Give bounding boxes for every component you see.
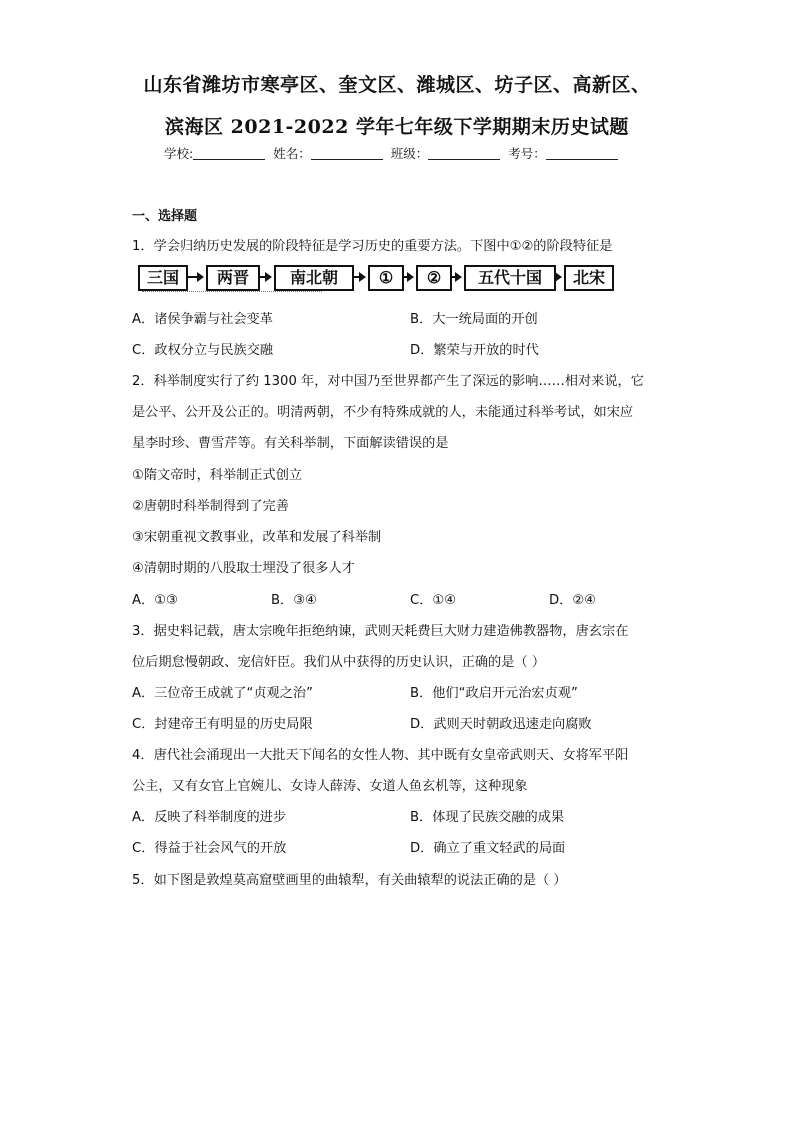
name-label: 姓名： — [273, 146, 311, 161]
q1-stem: 1．学会归纳历史发展的阶段特征是学习历史的重要方法。下图中①②的阶段特征是 — [132, 239, 613, 254]
exam-number-label: 考号： — [508, 146, 546, 161]
school-blank[interactable] — [193, 146, 265, 160]
q2-stem-line1: 2．科举制度实行了约 1300 年，对中国乃至世界都产生了深远的影响……相对来说，它 — [132, 374, 644, 389]
exam-title-line1: 山东省潍坊市寒亭区、奎文区、潍城区、坊子区、高新区、 — [143, 74, 651, 96]
q1-option-a[interactable]: A．诸侯争霸与社会变革 — [132, 312, 273, 327]
timeline-box-blank-1: ① — [368, 265, 404, 291]
q2-option-c[interactable]: C．①④ — [410, 593, 457, 608]
q5-stem: 5．如下图是敦煌莫高窟壁画里的曲辕犁，有关曲辕犁的说法正确的是（ ） — [132, 873, 567, 888]
q1-timeline-diagram — [138, 263, 618, 295]
timeline-arrow — [260, 276, 270, 278]
q4-option-b[interactable]: B．体现了民族交融的成果 — [410, 810, 565, 825]
q2-item-3: ③宋朝重视文教事业，改革和发展了科举制 — [132, 530, 382, 545]
q3-stem-line1: 3．据史料记载，唐太宗晚年拒绝纳谏，武则天耗费巨大财力建造佛教器物，唐玄宗在 — [132, 624, 629, 639]
q4-stem-line1: 4．唐代社会涌现出一大批天下闻名的女性人物、其中既有女皇帝武则天、女将军平阳 — [132, 748, 629, 763]
q1-option-d[interactable]: D．繁荣与开放的时代 — [410, 343, 539, 358]
exam-title-line2: 滨海区 2021-2022 学年七年级下学期期末历史试题 — [165, 116, 629, 138]
q3-option-b[interactable]: B．他们“政启开元治宏贞观” — [410, 686, 578, 701]
name-blank[interactable] — [311, 146, 383, 160]
q4-option-d[interactable]: D．确立了重文轻武的局面 — [410, 841, 566, 856]
exam-number-blank[interactable] — [546, 146, 618, 160]
school-label: 学校: — [164, 146, 194, 161]
timeline-box-2: 两晋 — [206, 265, 260, 291]
timeline-box-3: 南北朝 — [274, 265, 354, 291]
timeline-box-1: 三国 — [138, 265, 188, 291]
timeline-box-6: 五代十国 — [464, 265, 556, 291]
q4-stem-line2: 公主，又有女官上官婉儿、女诗人薛涛、女道人鱼玄机等，这种现象 — [132, 779, 528, 794]
q1-option-c[interactable]: C．政权分立与民族交融 — [132, 343, 274, 358]
q2-option-a[interactable]: A．①③ — [132, 593, 178, 608]
timeline-arrow — [404, 276, 412, 278]
q2-stem-line2: 是公平、公开及公正的。明清两朝，不少有特殊成就的人，未能通过科举考试，如宋应 — [132, 405, 634, 420]
q2-item-4: ④清朝时期的八股取士埋没了很多人才 — [132, 561, 355, 576]
timeline-arrow — [556, 276, 560, 278]
section-heading: 一、选择题 — [132, 209, 198, 224]
timeline-arrow — [354, 276, 364, 278]
timeline-arrow — [452, 276, 460, 278]
timeline-box-7: 北宋 — [564, 265, 614, 291]
q1-option-b[interactable]: B．大一统局面的开创 — [410, 312, 538, 327]
class-blank[interactable] — [428, 146, 500, 160]
student-info-row — [164, 144, 622, 162]
timeline-box-blank-2: ② — [416, 265, 452, 291]
q2-option-b[interactable]: B．③④ — [271, 593, 317, 608]
q2-stem-line3: 星李时珍、曹雪芹等。有关科举制，下面解读错误的是 — [132, 436, 449, 451]
timeline-arrow — [188, 276, 202, 278]
q2-item-1: ①隋文帝时，科举制正式创立 — [132, 468, 303, 483]
scan-underline-decoration — [142, 291, 322, 295]
q4-option-a[interactable]: A．反映了科举制度的进步 — [132, 810, 287, 825]
q3-stem-line2: 位后期怠慢朝政、宠信奸臣。我们从中获得的历史认识，正确的是（ ） — [132, 655, 546, 670]
q2-item-2: ②唐朝时科举制得到了完善 — [132, 499, 289, 514]
q4-option-c[interactable]: C．得益于社会风气的开放 — [132, 841, 287, 856]
q3-option-c[interactable]: C．封建帝王有明显的历史局限 — [132, 717, 313, 732]
class-label: 班级： — [390, 146, 429, 161]
q2-option-d[interactable]: D．②④ — [549, 593, 596, 608]
q3-option-a[interactable]: A．三位帝王成就了“贞观之治” — [132, 686, 313, 701]
q3-option-d[interactable]: D．武则天时朝政迅速走向腐败 — [410, 717, 592, 732]
